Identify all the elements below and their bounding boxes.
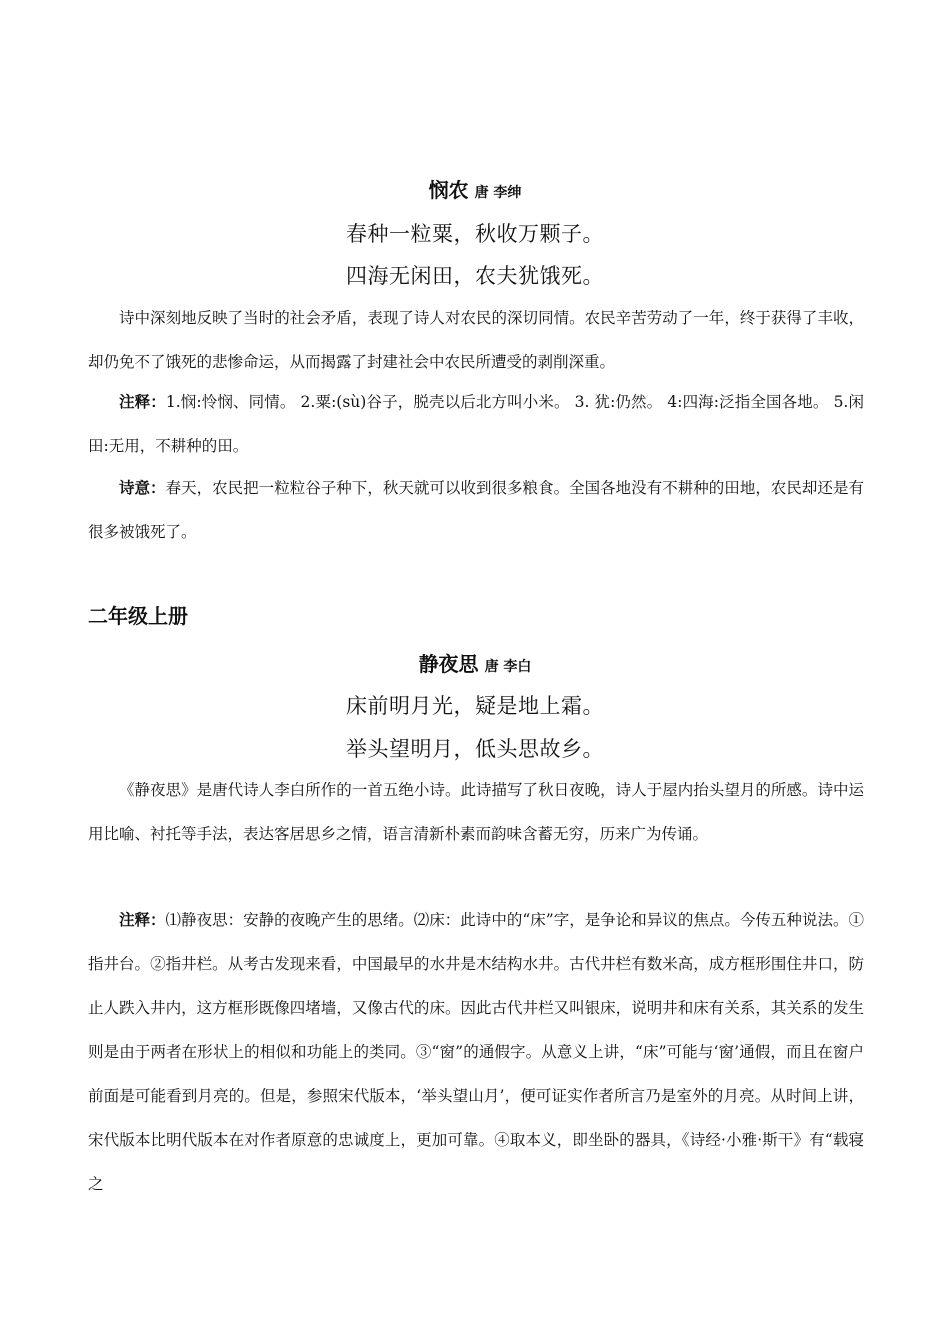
poem2-title-line xyxy=(0,648,950,677)
poem2-notes xyxy=(88,898,864,1206)
poem1-description: 诗中深刻地反映了当时的社会矛盾，表现了诗人对农民的深切同情。农民辛苦劳动了一年，终于获得了丰收，却仍免不了饿死的悲惨命运，从而揭露了封建社会中农民所遭受的剥削深重。 xyxy=(88,309,864,371)
poem1-title-line xyxy=(0,174,950,203)
poem1-notes xyxy=(88,380,864,468)
poem1-line-2: 四海无闲田，农夫犹饿死。 xyxy=(346,264,604,288)
poem1-line-1: 春种一粒粟，秋收万颗子。 xyxy=(346,222,604,246)
poem2-title: 静夜思 xyxy=(418,652,479,676)
poem2-description: 《静夜思》是唐代诗人李白所作的一首五绝小诗。此诗描写了秋日夜晚，诗人于屋内抬头望月的所感。诗中运用比喻、衬托等手法，表达客居思乡之情，语言清新朴素而韵味含蓄无穷，历来广为传诵。 xyxy=(88,781,864,843)
poem2-notes-label: 注释： xyxy=(119,910,166,929)
poem2-line-2: 举头望明月，低头思故乡。 xyxy=(346,737,604,761)
poem1-meaning-label: 诗意： xyxy=(119,478,166,497)
poem1-meaning xyxy=(88,466,864,554)
poem1-meaning-text: 春天，农民把一粒粒谷子种下，秋天就可以收到很多粮食。全国各地没有不耕种的田地，农民却还是有很多被饿死了。 xyxy=(88,479,864,541)
poem2-line-1: 床前明月光，疑是地上霜。 xyxy=(346,694,604,718)
poem1-notes-label: 注释： xyxy=(119,392,166,411)
poem2-author: 唐 李白 xyxy=(484,659,532,675)
poem1-title: 悯农 xyxy=(428,178,469,202)
section-heading: 二年级上册 xyxy=(88,604,188,628)
poem1-notes-text: 1.悯:怜悯、同情。 2.粟:(sù)谷子，脱壳以后北方叫小米。 3. 犹:仍然。 4:四海:泛指全国各地。 5.闲田:无用，不耕种的田。 xyxy=(88,393,864,455)
poem1-author: 唐 李绅 xyxy=(474,185,522,201)
poem2-notes-text: ⑴静夜思：安静的夜晚产生的思绪。⑵床：此诗中的“床”字，是争论和异议的焦点。今传五种说法。①指井台。②指井栏。从考古发现来看，中国最早的水井是木结构水井。古代井栏有数米高，成方框形围住井口，防止人跌入井内，这方框形既像四堵墙，又像古代的床。因此古代井栏又叫银床，说明井和床有关系，其关系的发生则是由于两者在形状上的相似和功能上的类同。③“窗”的通假字。从意义上讲，“床”可能与‘窗’通假，而且在窗户前面是可能看到月亮的。但是，参照宋代版本，‘举头望山月’，便可证实作者所言乃是室外的月亮。从时间上讲，宋代版本比明代版本在对作者原意的忠诚度上，更加可靠。④取本义，即坐卧的器具，《诗经·小雅·斯干》有“载寝之 xyxy=(88,911,864,1193)
